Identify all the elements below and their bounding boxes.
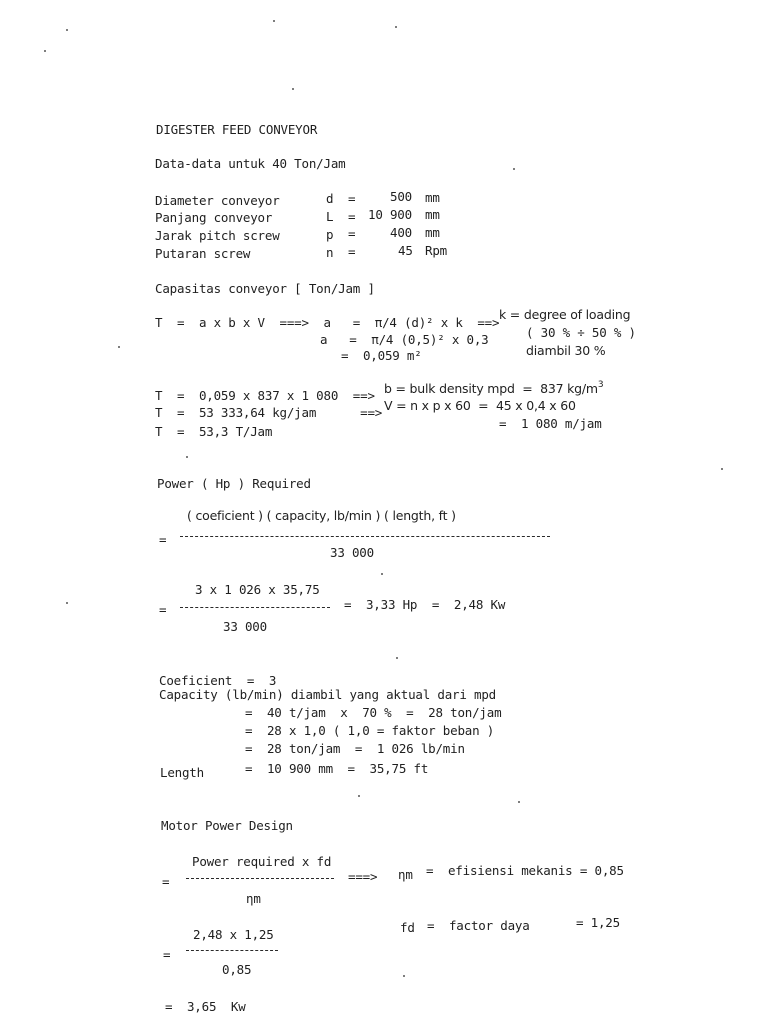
spec-unit: mm [425, 225, 440, 240]
fd-value: = 1,25 [576, 915, 620, 930]
motor-formula-numerator: Power required x fd [192, 854, 332, 869]
scan-speck [44, 50, 46, 52]
capacity-formula-3: = 0,059 m² [341, 348, 422, 363]
power-formula-equals: = [159, 532, 167, 547]
motor-formula-denominator: ηm [246, 891, 261, 906]
length-label: Length [160, 765, 204, 780]
capacity-result-3: T = 53,3 T/Jam [155, 424, 273, 439]
motor-formula-equals: = [162, 874, 170, 889]
spec-label: Panjang conveyor [155, 210, 273, 225]
fd-symbol: fd [400, 920, 415, 935]
spec-value: 10 900 [368, 207, 412, 222]
spec-symbol: d [326, 191, 334, 206]
power-calc-numerator: 3 x 1 026 x 35,75 [195, 582, 320, 597]
capacity-calc-1: = 40 t/jam x 70 % = 28 ton/jam [245, 705, 502, 720]
spec-equals: = [348, 226, 356, 241]
spec-label: Jarak pitch screw [155, 228, 280, 243]
spec-label: Diameter conveyor [155, 193, 280, 208]
motor-calc-equals: = [163, 947, 171, 962]
document-title: DIGESTER FEED CONVEYOR [156, 122, 318, 137]
capacity-result-1-note: b = bulk density mpd = 837 $kg/m^3$ [384, 380, 604, 396]
scan-speck [381, 573, 383, 575]
capacity-result-2: T = 53 333,64 kg/jam ==> [155, 405, 383, 420]
motor-calc-numerator: 2,48 x 1,25 [193, 927, 274, 942]
motor-arrow: ===> [348, 869, 378, 884]
scan-speck [358, 795, 360, 797]
capacity-result-3-note: = 1 080 m/jam [499, 416, 602, 431]
spec-symbol: n [326, 245, 334, 260]
coefficient-line: Coeficient = 3 [159, 673, 277, 688]
spec-symbol: L [326, 209, 334, 224]
power-calc-denominator: 33 000 [223, 619, 267, 634]
capacity-formula-1-note: k = degree of loading [499, 307, 631, 322]
power-calc-result: = 3,33 Hp = 2,48 Kw [344, 597, 506, 612]
scan-speck [513, 168, 515, 170]
spec-value: 400 [390, 225, 412, 240]
fd-definition: = factor daya [427, 918, 530, 933]
spec-equals: = [348, 244, 356, 259]
fraction-rule [180, 536, 550, 537]
spec-value: 45 [398, 243, 413, 258]
fraction-rule [186, 950, 278, 951]
scan-speck [395, 26, 397, 28]
efficiency-definition: = efisiensi mekanis = 0,85 [426, 863, 624, 878]
fraction-rule [186, 878, 334, 879]
scan-speck [66, 602, 68, 604]
spec-unit: mm [425, 190, 440, 205]
scan-speck [292, 88, 294, 90]
spec-unit: Rpm [425, 243, 447, 258]
spec-value: 500 [390, 189, 412, 204]
scan-speck [66, 29, 68, 31]
spec-symbol: p [326, 227, 334, 242]
scan-speck [273, 20, 275, 22]
capacity-formula-2-note: ( 30 % ÷ 50 % ) [526, 325, 636, 340]
spec-equals: = [348, 209, 356, 224]
efficiency-symbol: ηm [398, 867, 413, 882]
motor-heading: Motor Power Design [161, 818, 293, 833]
capacity-label: Capacity (lb/min) diambil yang aktual dari mpd [159, 687, 496, 702]
motor-power-result: = 3,65 Kw [165, 999, 246, 1014]
fraction-rule [180, 607, 330, 608]
scan-speck [396, 657, 398, 659]
scan-speck [721, 468, 723, 470]
capacity-formula-3-note: diambil 30 % [526, 343, 606, 358]
spec-unit: mm [425, 207, 440, 222]
power-formula-denominator: 33 000 [330, 545, 374, 560]
capacity-result-2-note: V = n x p x 60 = 45 x 0,4 x 60 [384, 398, 576, 413]
scan-speck [118, 346, 120, 348]
scan-speck [403, 975, 405, 977]
spec-label: Putaran screw [155, 246, 251, 261]
scan-speck [186, 456, 188, 458]
capacity-formula-1: T = a x b x V ===> a = π/4 (d)² x k ==> [155, 315, 500, 330]
power-formula-numerator: ( coeficient ) ( capacity, lb/min ) ( length, ft ) [187, 508, 456, 523]
data-heading: Data-data untuk 40 Ton/Jam [155, 156, 346, 171]
capacity-calc-2: = 28 x 1,0 ( 1,0 = faktor beban ) [245, 723, 495, 738]
power-heading: Power ( Hp ) Required [157, 476, 311, 491]
power-calc-equals: = [159, 602, 167, 617]
length-value: = 10 900 mm = 35,75 ft [245, 761, 429, 776]
spec-equals: = [348, 191, 356, 206]
capacity-heading: Capasitas conveyor [ Ton/Jam ] [155, 281, 375, 296]
motor-calc-denominator: 0,85 [222, 962, 252, 977]
scan-speck [518, 801, 520, 803]
capacity-formula-2: a = π/4 (0,5)² x 0,3 [320, 332, 489, 347]
capacity-result-1: T = 0,059 x 837 x 1 080 ==> [155, 388, 375, 403]
capacity-calc-3: = 28 ton/jam = 1 026 lb/min [245, 741, 465, 756]
